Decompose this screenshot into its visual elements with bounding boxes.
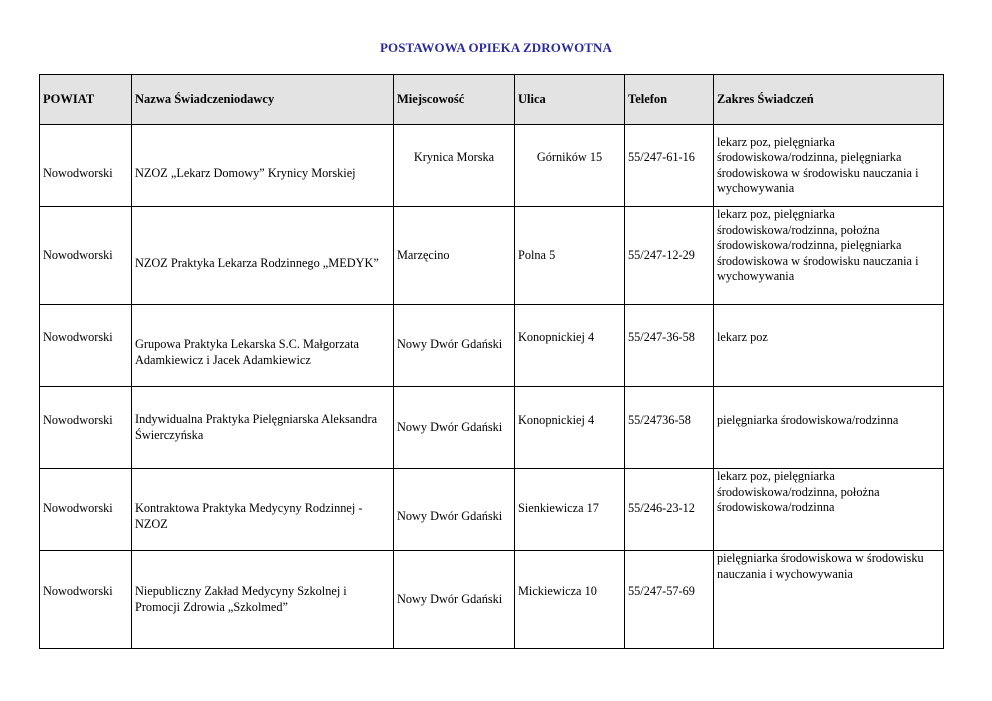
cell-zakres: lekarz poz xyxy=(714,305,944,387)
cell-telefon: 55/247-57-69 xyxy=(625,551,714,649)
table-row xyxy=(40,469,944,551)
header-zakres: Zakres Świadczeń xyxy=(714,75,944,125)
cell-telefon: 55/246-23-12 xyxy=(625,469,714,551)
cell-powiat: Nowodworski xyxy=(40,469,132,551)
cell-miejscowosc: Krynica Morska xyxy=(394,125,515,207)
cell-ulica: Mickiewicza 10 xyxy=(515,551,625,649)
cell-zakres: lekarz poz, pielęgniarka środowiskowa/rodzinna, położna środowiskowa/rodzinna, pielęgniarka środowiskowa w środowisku nauczania i wychowywania xyxy=(714,207,944,305)
cell-telefon: 55/247-12-29 xyxy=(625,207,714,305)
cell-powiat: Nowodworski xyxy=(40,551,132,649)
cell-powiat: Nowodworski xyxy=(40,305,132,387)
table-row xyxy=(40,387,944,469)
cell-miejscowosc: Nowy Dwór Gdański xyxy=(394,305,515,387)
cell-miejscowosc: Nowy Dwór Gdański xyxy=(394,469,515,551)
cell-powiat: Nowodworski xyxy=(40,207,132,305)
header-ulica: Ulica xyxy=(515,75,625,125)
cell-zakres: lekarz poz, pielęgniarka środowiskowa/rodzinna, pielęgniarka środowiskowa w środowisku nauczania i wychowywania xyxy=(714,125,944,207)
cell-ulica: Górników 15 xyxy=(515,125,625,207)
cell-ulica: Konopnickiej 4 xyxy=(515,387,625,469)
header-miejscowosc: Miejscowość xyxy=(394,75,515,125)
table-row xyxy=(40,305,944,387)
cell-miejscowosc: Nowy Dwór Gdański xyxy=(394,387,515,469)
cell-powiat: Nowodworski xyxy=(40,125,132,207)
cell-ulica: Konopnickiej 4 xyxy=(515,305,625,387)
cell-nazwa: Grupowa Praktyka Lekarska S.C. Małgorzata Adamkiewicz i Jacek Adamkiewicz xyxy=(132,305,394,387)
header-nazwa: Nazwa Świadczeniodawcy xyxy=(132,75,394,125)
providers-table xyxy=(39,74,944,649)
cell-nazwa: NZOZ Praktyka Lekarza Rodzinnego „MEDYK” xyxy=(132,207,394,305)
table-header-row xyxy=(40,75,944,125)
cell-powiat: Nowodworski xyxy=(40,387,132,469)
cell-telefon: 55/247-36-58 xyxy=(625,305,714,387)
page-title: POSTAWOWA OPIEKA ZDROWOTNA xyxy=(379,40,613,55)
cell-ulica: Sienkiewicza 17 xyxy=(515,469,625,551)
table-row xyxy=(40,551,944,649)
cell-nazwa: Kontraktowa Praktyka Medycyny Rodzinnej - NZOZ xyxy=(132,469,394,551)
cell-ulica: Polna 5 xyxy=(515,207,625,305)
cell-zakres: pielęgniarka środowiskowa/rodzinna xyxy=(714,387,944,469)
cell-zakres: lekarz poz, pielęgniarka środowiskowa/rodzinna, położna środowiskowa/rodzinna xyxy=(714,469,944,551)
cell-telefon: 55/24736-58 xyxy=(625,387,714,469)
table-row xyxy=(40,125,944,207)
cell-nazwa: Niepubliczny Zakład Medycyny Szkolnej i Promocji Zdrowia „Szkolmed” xyxy=(132,551,394,649)
cell-nazwa: NZOZ „Lekarz Domowy” Krynicy Morskiej xyxy=(132,125,394,207)
cell-miejscowosc: Marzęcino xyxy=(394,207,515,305)
header-telefon: Telefon xyxy=(625,75,714,125)
header-powiat: POWIAT xyxy=(40,75,132,125)
cell-miejscowosc: Nowy Dwór Gdański xyxy=(394,551,515,649)
cell-telefon: 55/247-61-16 xyxy=(625,125,714,207)
cell-nazwa: Indywidualna Praktyka Pielęgniarska Aleksandra Świerczyńska xyxy=(132,387,394,469)
table-row xyxy=(40,207,944,305)
cell-zakres: pielęgniarka środowiskowa w środowisku nauczania i wychowywania xyxy=(714,551,944,649)
